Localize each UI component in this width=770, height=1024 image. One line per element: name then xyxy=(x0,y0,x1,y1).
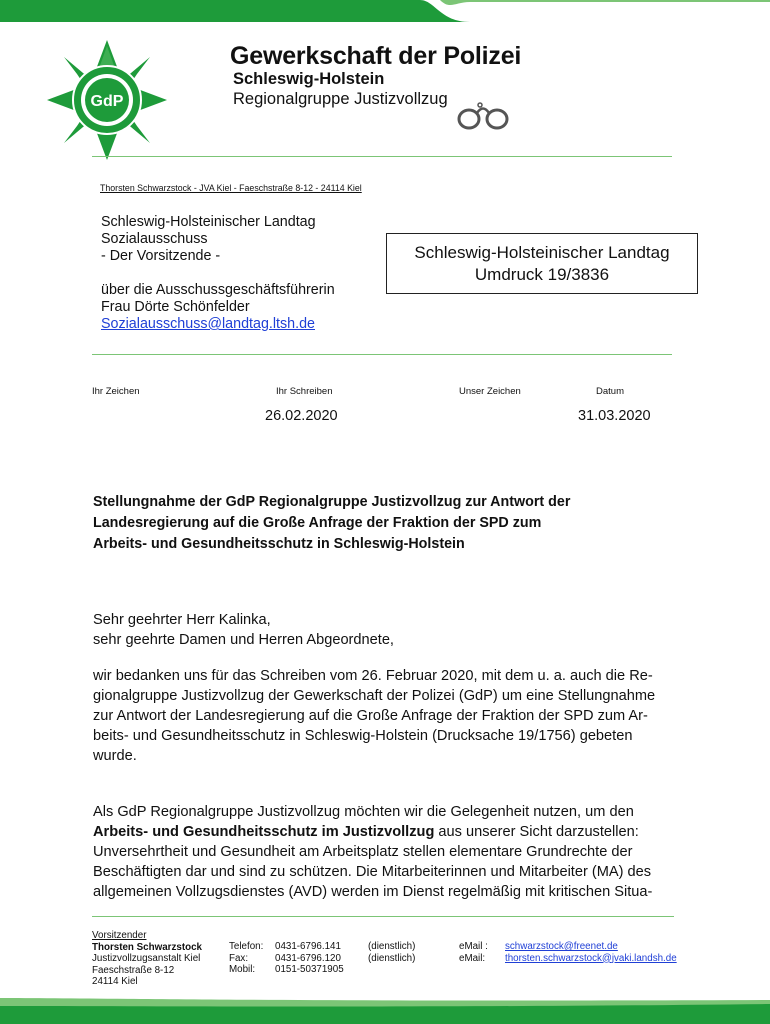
top-decor-band xyxy=(0,0,770,22)
footer-fax: 0431-6796.120 xyxy=(275,952,341,964)
p2-line: Unversehrtheit und Gesundheit am Arbeitsplatz stellen elementare Grundrechte der xyxy=(93,844,633,860)
address-divider xyxy=(92,354,672,355)
p1-line: gionalgruppe Justizvollzug der Gewerkschaft der Polizei (GdP) um eine Stellungnahme xyxy=(93,688,656,704)
footer-email-labels xyxy=(459,941,488,964)
recipient-line1: Schleswig-Holsteinischer Landtag xyxy=(101,214,316,230)
footer-email-label2: eMail: xyxy=(459,952,486,964)
sender-line: Thorsten Schwarzstock - JVA Kiel - Faeschstraße 8-12 - 24114 Kiel xyxy=(100,183,362,193)
p1-line: beits- und Gesundheitsschutz in Schleswig-Holstein (Drucksache 19/1756) gebeten xyxy=(93,728,633,744)
body-paragraph-1 xyxy=(93,666,693,766)
bottom-decor-band xyxy=(0,996,770,1024)
footer-phone-notes xyxy=(368,941,415,964)
footer-tel-label: Telefon: xyxy=(229,941,264,952)
recipient-line4: über die Ausschussgeschäftsführerin xyxy=(101,282,335,298)
recipient-email-link[interactable]: Sozialausschuss@landtag.ltsh.de xyxy=(101,316,315,332)
footer-contact-block xyxy=(92,930,202,988)
subject-line3: Arbeits- und Gesundheitsschutz in Schleswig-Holstein xyxy=(93,536,465,552)
p2-line xyxy=(93,822,693,842)
svg-text:GdP: GdP xyxy=(90,93,124,110)
footer-phone-values xyxy=(275,941,344,976)
footer-email-values xyxy=(505,941,677,964)
letter-subject xyxy=(93,492,693,555)
recipient-line3: - Der Vorsitzende - xyxy=(101,248,221,264)
footer-mobil: 0151-50371905 xyxy=(275,964,344,975)
ref-ihr-schreiben-label: Ihr Schreiben xyxy=(276,386,333,397)
salutation xyxy=(93,610,693,650)
org-subtitle: Schleswig-Holstein xyxy=(233,70,385,88)
p2-bold-phrase: Arbeits- und Gesundheitsschutz im Justizvollzug xyxy=(93,824,435,840)
p2-line: Als GdP Regionalgruppe Justizvollzug möchten wir die Gelegenheit nutzen, um den xyxy=(93,804,634,820)
police-star-logo-icon xyxy=(45,38,169,162)
recipient-line5: Frau Dörte Schönfelder xyxy=(101,299,250,315)
footer-city: 24114 Kiel xyxy=(92,976,138,987)
footer-tel-note: (dienstlich) xyxy=(368,941,416,952)
p1-line: wurde. xyxy=(93,748,137,764)
p1-line: zur Antwort der Landesregierung auf die Große Anfrage der Fraktion der SPD zum Ar- xyxy=(93,708,648,724)
org-title: Gewerkschaft der Polizei xyxy=(230,42,522,70)
footer-mobil-label: Mobil: xyxy=(229,964,256,975)
footer-fax-label: Fax: xyxy=(229,952,249,964)
footer-fax-note: (dienstlich) xyxy=(368,952,416,964)
footer-email2-link[interactable]: thorsten.schwarzstock@jvaki.landsh.de xyxy=(505,952,677,964)
footer-name: Thorsten Schwarzstock xyxy=(92,941,202,953)
org-group: Regionalgruppe Justizvollzug xyxy=(233,90,448,108)
subject-line1: Stellungnahme der GdP Regionalgruppe Justizvollzug zur Antwort der xyxy=(93,494,571,510)
recipient-line2: Sozialausschuss xyxy=(101,231,208,247)
handcuffs-icon xyxy=(455,99,511,133)
p2-line: allgemeinen Vollzugsdienstes (AVD) werden im Dienst regelmäßig mit kritischen Situa- xyxy=(93,884,653,900)
landtag-stamp-box xyxy=(386,233,698,294)
ref-unser-zeichen-label: Unser Zeichen xyxy=(459,386,521,397)
salutation-line1: Sehr geehrter Herr Kalinka, xyxy=(93,612,271,628)
p1-line: wir bedanken uns für das Schreiben vom 26. Februar 2020, mit dem u. a. auch die Re- xyxy=(93,668,653,684)
footer-email1-link[interactable]: schwarzstock@freenet.de xyxy=(505,941,618,952)
ref-ihr-schreiben-value: 26.02.2020 xyxy=(265,408,338,424)
footer-divider xyxy=(92,916,674,917)
ref-ihr-zeichen-label: Ihr Zeichen xyxy=(92,386,140,397)
ref-datum-label: Datum xyxy=(596,386,624,397)
header-divider xyxy=(92,156,672,157)
body-paragraph-2 xyxy=(93,802,693,902)
salutation-line2: sehr geehrte Damen und Herren Abgeordnete, xyxy=(93,632,394,648)
footer-phone-labels xyxy=(229,941,263,976)
stamp-line2: Umdruck 19/3836 xyxy=(474,265,610,284)
recipient-email-wrap xyxy=(101,316,315,333)
footer-email-label1: eMail : xyxy=(459,941,488,952)
footer-org: Justizvollzugsanstalt Kiel xyxy=(92,953,201,964)
ref-datum-value: 31.03.2020 xyxy=(578,408,651,424)
subject-line2: Landesregierung auf die Große Anfrage der Fraktion der SPD zum xyxy=(93,515,542,531)
p2-line2-rest: aus unserer Sicht darzustellen: xyxy=(434,824,639,840)
stamp-line1: Schleswig-Holsteinischer Landtag xyxy=(414,243,670,262)
p2-line: Beschäftigten dar und sind zu schützen. Die Mitarbeiterinnen und Mitarbeiter (MA) des xyxy=(93,864,652,880)
footer-street: Faeschstraße 8-12 xyxy=(92,964,175,976)
footer-tel: 0431-6796.141 xyxy=(275,941,341,952)
footer-role: Vorsitzender xyxy=(92,930,147,941)
